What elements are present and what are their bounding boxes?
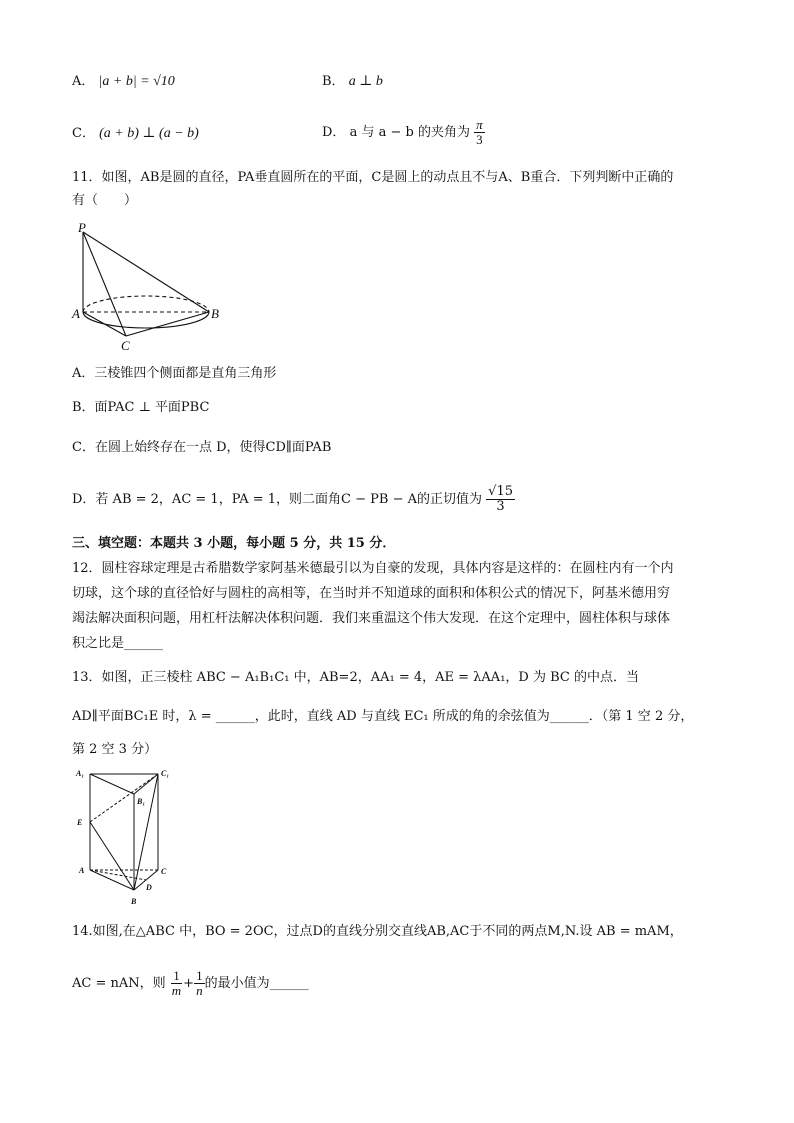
q11-option-d-text: D．若 AB = 2，AC = 1，PA = 1，则二面角C − PB − A的正切值为 [72, 492, 483, 507]
q10-option-d [322, 116, 485, 150]
fraction-numerator: 1 [173, 968, 180, 983]
fraction-denominator: n [196, 983, 203, 998]
q10-option-b [322, 72, 383, 92]
label-C: C [161, 867, 167, 876]
q10-option-a [72, 72, 175, 92]
q14-line2-tail: 的最小值为______ [204, 976, 309, 991]
q13-figure-prism [74, 764, 184, 910]
label-P: P [78, 222, 86, 235]
q10-option-d-label: D． [322, 125, 346, 140]
q10-option-c-label: C． [72, 126, 95, 141]
q10-option-a-label: A． [72, 74, 95, 89]
fraction-denominator: 3 [496, 499, 505, 514]
q13-line3: 第 2 空 3 分） [72, 742, 158, 757]
q10-option-b-label: B． [322, 74, 345, 89]
label-C: C [121, 338, 130, 353]
edge-CB [126, 312, 209, 336]
q12-line2: 切球，这个球的直径恰好与圆柱的高相等，在当时并不知道球的面积和体积公式的情况下，阿基米德用穷 [72, 586, 671, 601]
fraction-numerator: 1 [196, 968, 203, 983]
q14-line2-text: AC = nAN，则 [72, 976, 166, 991]
q14-fraction-1-over-n [194, 969, 205, 998]
q11-option-d-fraction [486, 485, 515, 514]
label-E: E [77, 818, 83, 827]
label-B1: B₁ [137, 797, 146, 806]
circle-front-arc [83, 312, 209, 328]
label-A: A [79, 866, 85, 875]
q11-option-c: C．在圆上始终存在一点 D，使得CD∥面PAB [72, 440, 332, 455]
fraction-denominator: 3 [476, 132, 483, 147]
q12-line3: 竭法解决面积问题，用杠杆法解决体积问题．我们来重温这个伟大发现．在这个定理中，圆柱体积与球体 [72, 611, 671, 626]
label-C1: C₁ [161, 769, 170, 778]
label-B: B [211, 306, 219, 321]
label-B: B [131, 897, 137, 906]
q11-option-d [72, 482, 515, 518]
edge-A1B1 [90, 774, 134, 794]
q10-option-c-expr: (a + b) ⊥ (a − b) [99, 126, 199, 141]
q10-option-c [72, 124, 199, 144]
q11-stem-line2: 有（ ） [72, 193, 138, 208]
q11-stem-text: 如图，AB是圆的直径，PA垂直圆所在的平面，C是圆上的动点且不与A、B重合．下列判断中正确的 [101, 170, 674, 185]
q14-line2: AC = nAN，则 $\frac{1}{m}$ + $\frac{1}{n}$ 的最小值为______ [72, 968, 309, 998]
q13-line2: AD∥平面BC₁E 时，λ = ______，此时，直线 AD 与直线 EC₁ 所成的角的余弦值为______．（第 1 空 2 分， [72, 709, 694, 724]
q14-line1: 14.如图,在△ABC 中，BO = 2OC，过点D的直线分别交直线AB,AC于不同的两点M,N.设 AB = mAM， [72, 924, 683, 939]
q11-option-b: B．面PAC ⊥ 平面PBC [72, 400, 210, 415]
q11-option-a: A．三棱锥四个侧面都是直角三角形 [72, 366, 277, 381]
section-3-heading: 三、填空题：本题共 3 小题，每小题 5 分，共 15 分． [72, 536, 396, 551]
q13-line1: 13．如图，正三棱柱 ABC − A₁B₁C₁ 中，AB=2，AA₁ = 4，AE = λAA₁，D 为 BC 的中点．当 [72, 670, 639, 685]
fraction-numerator: √15 [488, 484, 513, 499]
q14-fraction-1-over-m [170, 969, 183, 998]
q10-option-a-expr: |a + b| = √10 [98, 74, 175, 89]
q10-option-d-fraction [474, 118, 485, 147]
q10-option-b-expr: a ⊥ b [348, 74, 383, 89]
edge-AC [83, 312, 126, 336]
q12-line4: 积之比是______ [72, 636, 164, 651]
q10-option-d-text: a 与 a − b 的夹角为 [349, 125, 470, 140]
segment-EC1 [90, 774, 158, 822]
label-A: A [72, 306, 80, 321]
fraction-numerator: π [476, 117, 483, 132]
edge-PC [83, 232, 126, 336]
q11-figure-pyramid [70, 222, 230, 356]
label-A1: A₁ [76, 769, 85, 778]
q11-stem-line1 [72, 168, 673, 188]
edge-PB [83, 232, 209, 312]
q11-number: 11． [72, 170, 102, 185]
fraction-denominator: m [171, 983, 182, 998]
circle-back-arc [83, 296, 209, 312]
label-D: D [146, 883, 152, 892]
q12-line1: 12．圆柱容球定理是古希腊数学家阿基米德最引以为自豪的发现，具体内容是这样的：在圆柱内有一个内 [72, 561, 674, 576]
